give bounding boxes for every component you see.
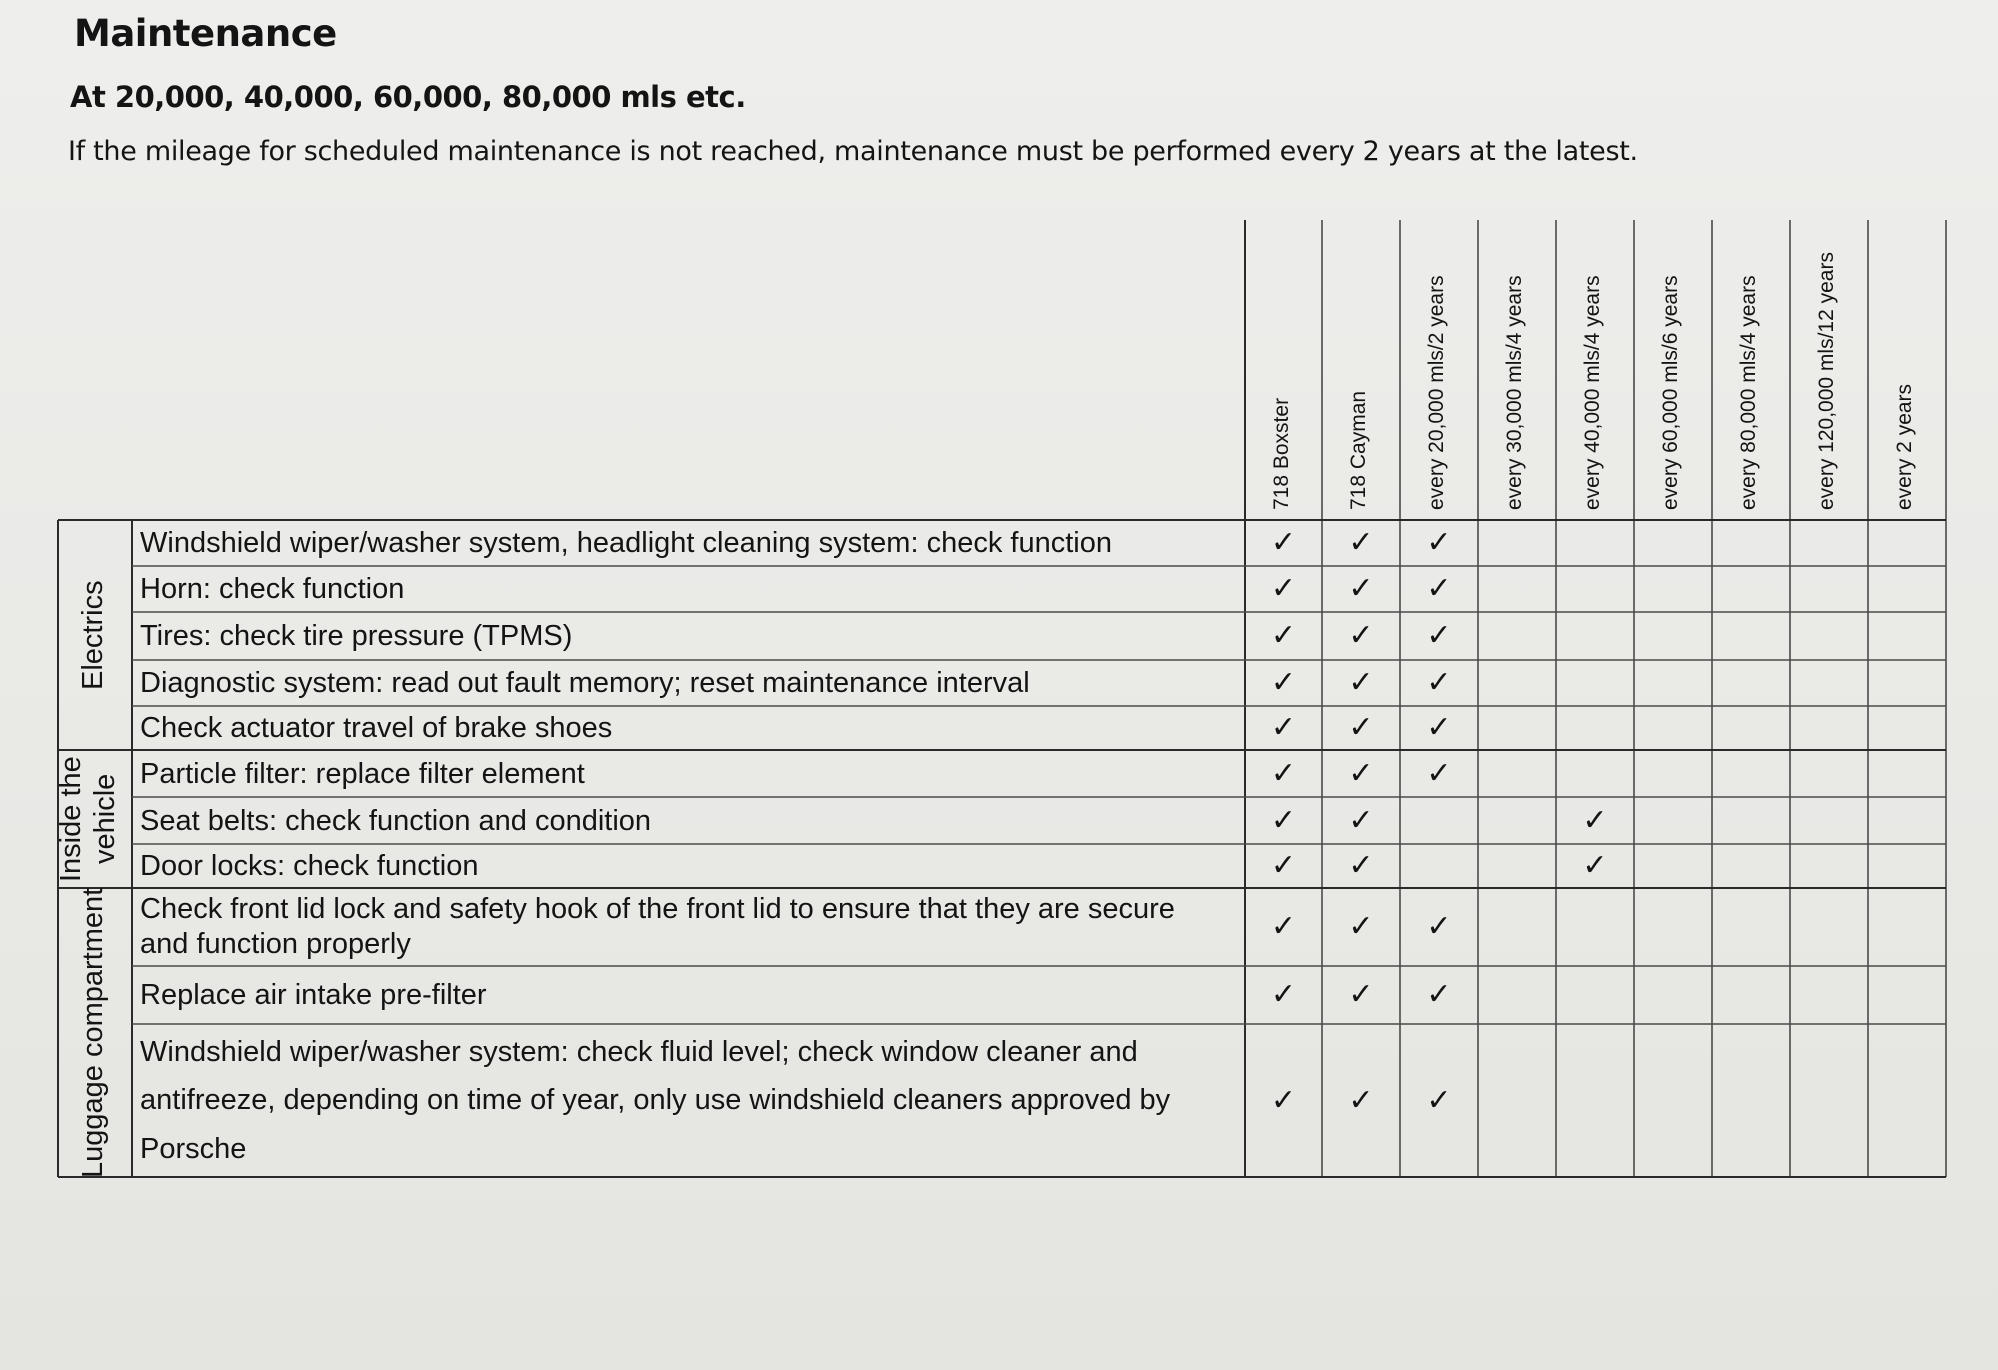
column-header-label: every 120,000 mls/12 years (1815, 252, 1838, 510)
check-mark: ✓ (1270, 848, 1297, 883)
check-mark: ✓ (1426, 665, 1452, 700)
check-mark: ✓ (1348, 1082, 1374, 1118)
check-mark: ✓ (1426, 977, 1452, 1012)
check-mark: ✓ (1348, 710, 1374, 745)
group-label-text: Luggage compartment (77, 887, 109, 1178)
check-mark: ✓ (1426, 618, 1452, 653)
check-mark: ✓ (1348, 802, 1374, 838)
task-description: Seat belts: check function and condition (140, 804, 652, 837)
column-header-label: 718 Boxster (1269, 397, 1293, 510)
check-mark: ✓ (1270, 802, 1297, 838)
check-mark: ✓ (1426, 710, 1452, 745)
group-label-text: Electrics (77, 580, 109, 690)
mileage-subtitle: At 20,000, 40,000, 60,000, 80,000 mls etc. (70, 80, 746, 114)
intro-text: If the mileage for scheduled maintenance is not reached, maintenance must be performed every 2 years at the latest. (68, 136, 1638, 167)
check-mark: ✓ (1426, 755, 1452, 791)
task-description: Particle filter: replace filter element (140, 757, 585, 790)
column-header-label: every 30,000 mls/4 years (1503, 275, 1526, 510)
check-mark: ✓ (1348, 665, 1374, 700)
check-mark: ✓ (1348, 977, 1374, 1012)
column-header-label: every 80,000 mls/4 years (1737, 275, 1760, 510)
task-description: Horn: check function (140, 573, 405, 605)
check-mark: ✓ (1426, 571, 1452, 606)
check-mark: ✓ (1582, 802, 1608, 838)
check-mark: ✓ (1426, 909, 1452, 944)
check-mark: ✓ (1270, 909, 1297, 944)
column-header-label: 718 Cayman (1347, 390, 1370, 510)
check-mark: ✓ (1426, 525, 1452, 560)
check-mark: ✓ (1348, 755, 1374, 791)
check-mark: ✓ (1348, 618, 1374, 653)
group-label-text: Inside the (55, 756, 87, 882)
column-header-label: every 60,000 mls/6 years (1659, 275, 1682, 510)
check-mark: ✓ (1270, 618, 1297, 653)
column-header-label: every 2 years (1893, 383, 1916, 510)
task-description: Check actuator travel of brake shoes (140, 712, 613, 744)
check-mark: ✓ (1270, 525, 1297, 560)
maintenance-table (50, 212, 1948, 1242)
check-mark: ✓ (1270, 571, 1297, 606)
column-header-label: every 20,000 mls/2 years (1425, 275, 1448, 510)
task-description: Diagnostic system: read out fault memory; reset maintenance interval (140, 667, 1030, 699)
task-description: Tires: check tire pressure (TPMS) (140, 620, 573, 652)
check-mark: ✓ (1348, 848, 1374, 883)
page-title: Maintenance (74, 12, 337, 55)
column-header-label: every 40,000 mls/4 years (1581, 275, 1604, 510)
check-mark: ✓ (1348, 571, 1374, 606)
check-mark: ✓ (1270, 665, 1297, 700)
check-mark: ✓ (1270, 1082, 1297, 1118)
check-mark: ✓ (1348, 909, 1374, 944)
check-mark: ✓ (1582, 848, 1608, 883)
task-description: Check front lid lock and safety hook of the front lid to ensure that they are secure and function properly (140, 893, 1175, 960)
task-description: Windshield wiper/washer system: check fluid level; check window cleaner and antifreeze, depending on time of year, only use windshield cleaners approved by Porsche (140, 1036, 1171, 1165)
group-label-text: vehicle (89, 773, 121, 865)
task-description: Door locks: check function (140, 850, 479, 882)
check-mark: ✓ (1270, 755, 1297, 791)
check-mark: ✓ (1270, 710, 1297, 745)
task-description: Windshield wiper/washer system, headlight cleaning system: check function (140, 527, 1112, 559)
task-description: Replace air intake pre-filter (140, 979, 487, 1011)
check-mark: ✓ (1426, 1082, 1452, 1118)
check-mark: ✓ (1270, 977, 1297, 1012)
check-mark: ✓ (1348, 525, 1374, 560)
